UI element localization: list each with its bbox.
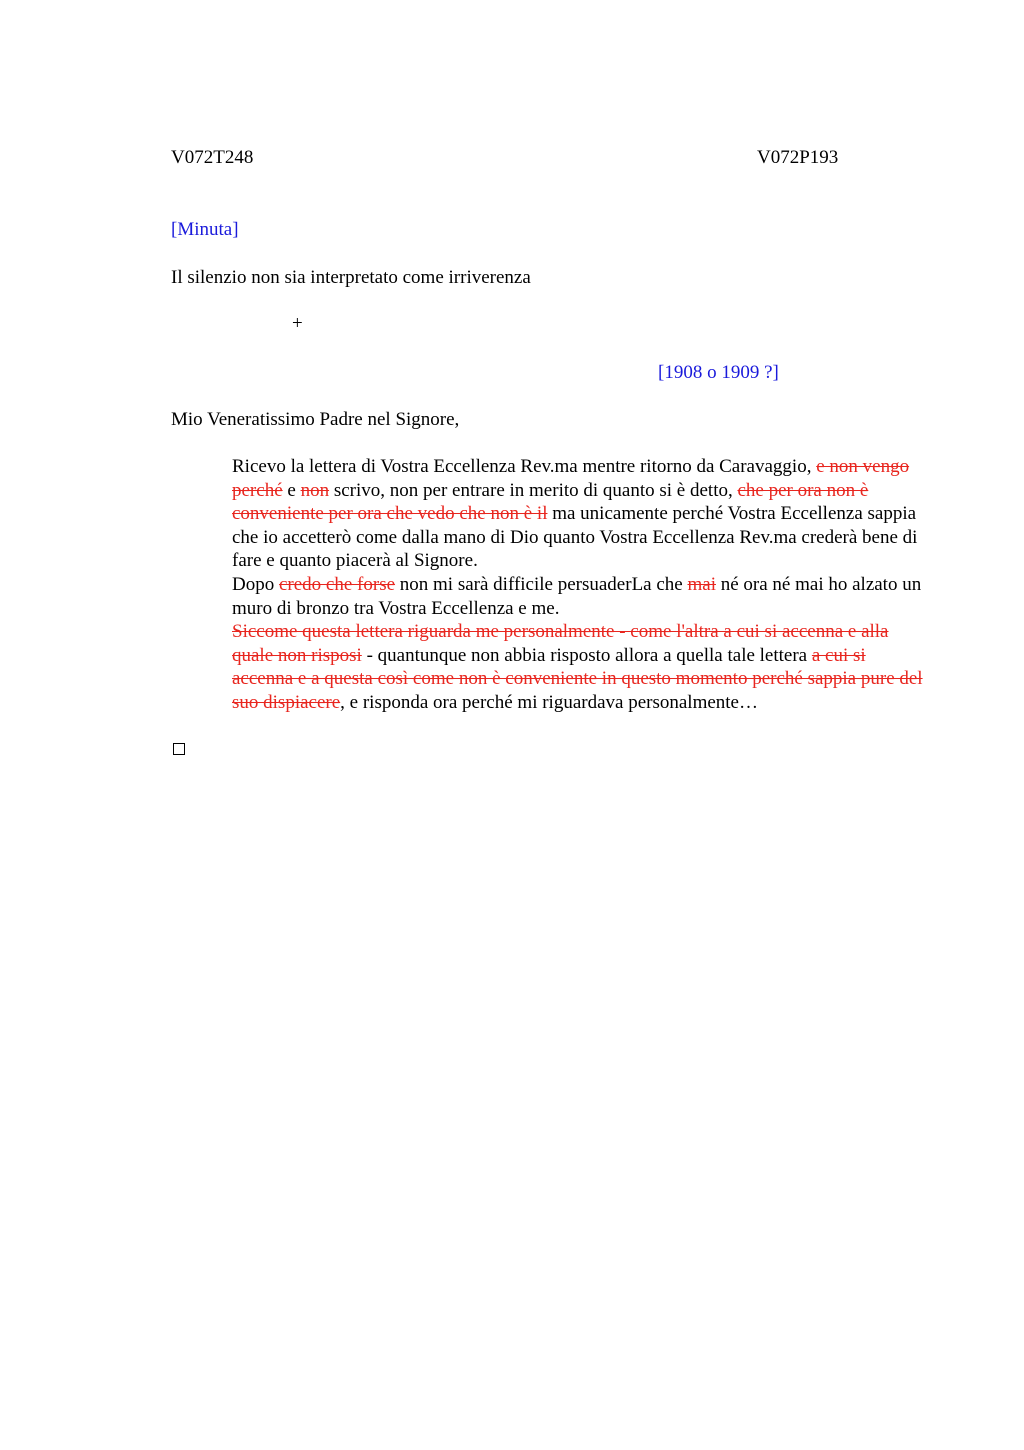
body-text-segment: e [282, 479, 301, 501]
body-text-segment: , e risponda ora perché mi riguardava personalmente… [340, 691, 758, 713]
paragraph-3 [171, 620, 926, 714]
document-code-right: V072P193 [757, 147, 839, 168]
paragraph-2 [171, 573, 926, 620]
body-text-segment: né ora né mai ho alzato un muro di bronzo tra Vostra Eccellenza e me. [232, 573, 922, 619]
square-outline-icon [173, 743, 185, 755]
body-text-segment: - quantunque non abbia risposto allora a quella tale lettera [361, 644, 812, 666]
cross-mark: + [292, 313, 303, 334]
deleted-text: Siccome questa lettera riguarda me personalmente - come l'altra a cui si accenna e alla quale non risposi [232, 621, 889, 666]
deleted-text: non [300, 479, 330, 501]
minuta-label: [Minuta] [171, 219, 239, 240]
deleted-text: e non vengo perché [232, 456, 910, 501]
body-text-segment: non mi sarà difficile persuaderLa che [395, 573, 688, 595]
document-code-left: V072T248 [171, 147, 254, 168]
salutation: Mio Veneratissimo Padre nel Signore, [171, 409, 460, 430]
deleted-text: credo che forse [278, 573, 396, 595]
body-text-segment: Dopo [232, 573, 279, 595]
paragraph-1 [171, 455, 926, 573]
body-text-segment: ma unicamente perché Vostra Eccellenza sappia che io accetterò come dalla mano di Dio quanto Vostra Eccellenza Rev.ma crederà bene di fare e quanto piacerà al Signore. [232, 503, 918, 572]
deleted-text: a cui si accenna e a questa così come non è conveniente in questo momento perché sappia pure del suo dispiacere [232, 644, 923, 713]
letter-date: [1908 o 1909 ?] [658, 362, 779, 383]
letter-body [171, 455, 926, 715]
document-subtitle: Il silenzio non sia interpretato come irriverenza [171, 267, 531, 288]
body-text-segment: Ricevo la lettera di Vostra Eccellenza Rev.ma mentre ritorno da Caravaggio, [232, 456, 817, 477]
deleted-text: che per ora non è conveniente per ora che vedo che non è il [232, 479, 869, 525]
deleted-text: mai [687, 573, 716, 595]
body-text-segment: scrivo, non per entrare in merito di quanto si è detto, [329, 479, 738, 501]
